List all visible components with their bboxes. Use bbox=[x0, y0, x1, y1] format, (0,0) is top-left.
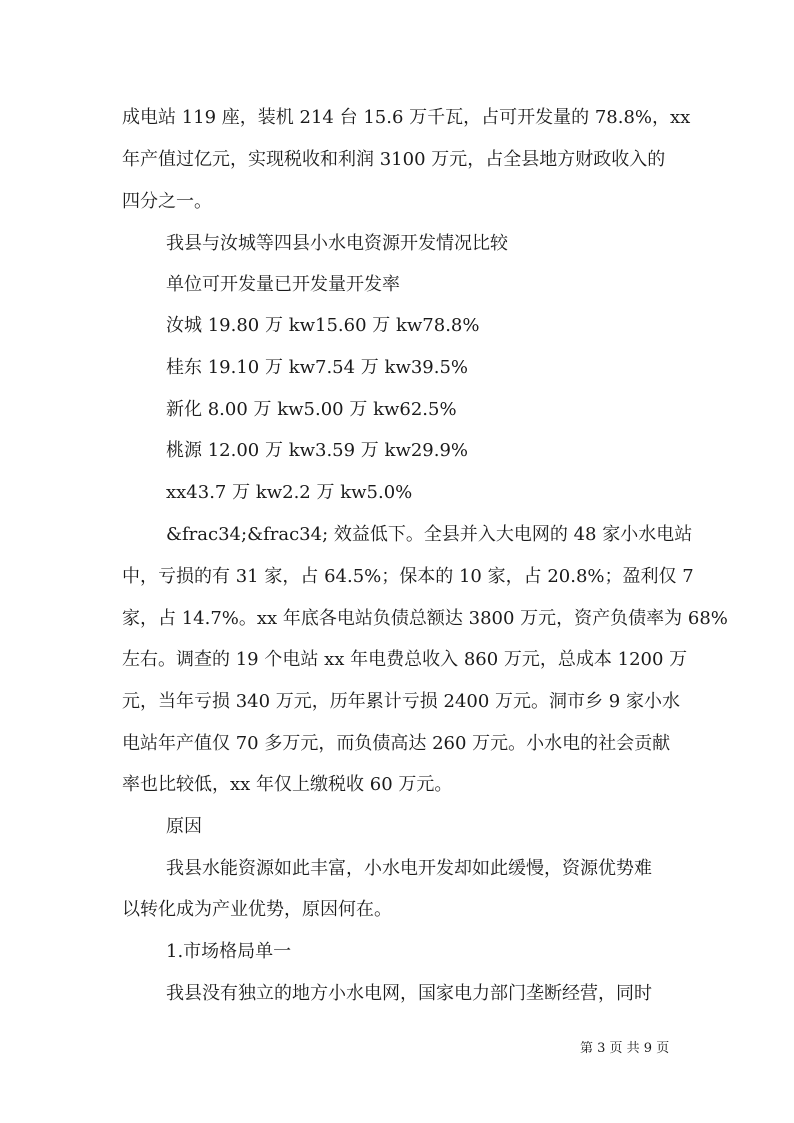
table-row: 新化 8.00 万 kw5.00 万 kw62.5% bbox=[166, 399, 457, 420]
table-row: 桂东 19.10 万 kw7.54 万 kw39.5% bbox=[166, 357, 469, 378]
text-line: 成电站 119 座，装机 214 台 15.6 万千瓦，占可开发量的 78.8%，xx bbox=[122, 107, 691, 128]
text-line: 以转化成为产业优势，原因何在。 bbox=[122, 899, 392, 920]
text-line: 率也比较低，xx 年仅上缴税收 60 万元。 bbox=[122, 774, 453, 795]
text-line: 家，占 14.7%。xx 年底各电站负债总额达 3800 万元，资产负债率为 68% bbox=[122, 608, 728, 629]
section-heading: 原因 bbox=[166, 816, 202, 837]
text-line: 我县没有独立的地方小水电网，国家电力部门垄断经营，同时 bbox=[166, 983, 652, 1004]
text-line: &frac34;&frac34; 效益低下。全县并入大电网的 48 家小水电站 bbox=[166, 524, 693, 545]
text-line: 中，亏损的有 31 家，占 64.5%；保本的 10 家，占 20.8%；盈利仅 7 bbox=[122, 566, 694, 587]
text-line: 四分之一。 bbox=[122, 191, 212, 212]
page-number: 第 3 页 共 9 页 bbox=[580, 1041, 670, 1056]
text-line: 年产值过亿元，实现税收和利润 3100 万元，占全县地方财政收入的 bbox=[122, 149, 666, 170]
table-row: 桃源 12.00 万 kw3.59 万 kw29.9% bbox=[166, 440, 469, 461]
text-line: 左右。调查的 19 个电站 xx 年电费总收入 860 万元，总成本 1200 万 bbox=[122, 649, 688, 670]
text-line: 电站年产值仅 70 多万元，而负债高达 260 万元。小水电的社会贡献 bbox=[122, 733, 671, 754]
table-title: 我县与汝城等四县小水电资源开发情况比较 bbox=[166, 233, 508, 254]
text-line: 元，当年亏损 340 万元，历年累计亏损 2400 万元。洞市乡 9 家小水 bbox=[122, 691, 680, 712]
table-row: 汝城 19.80 万 kw15.60 万 kw78.8% bbox=[166, 315, 480, 336]
text-line: 我县水能资源如此丰富，小水电开发却如此缓慢，资源优势难 bbox=[166, 858, 652, 879]
table-header: 单位可开发量已开发量开发率 bbox=[166, 274, 400, 295]
subsection-heading: 1.市场格局单一 bbox=[166, 941, 292, 962]
table-row: xx43.7 万 kw2.2 万 kw5.0% bbox=[166, 482, 413, 503]
